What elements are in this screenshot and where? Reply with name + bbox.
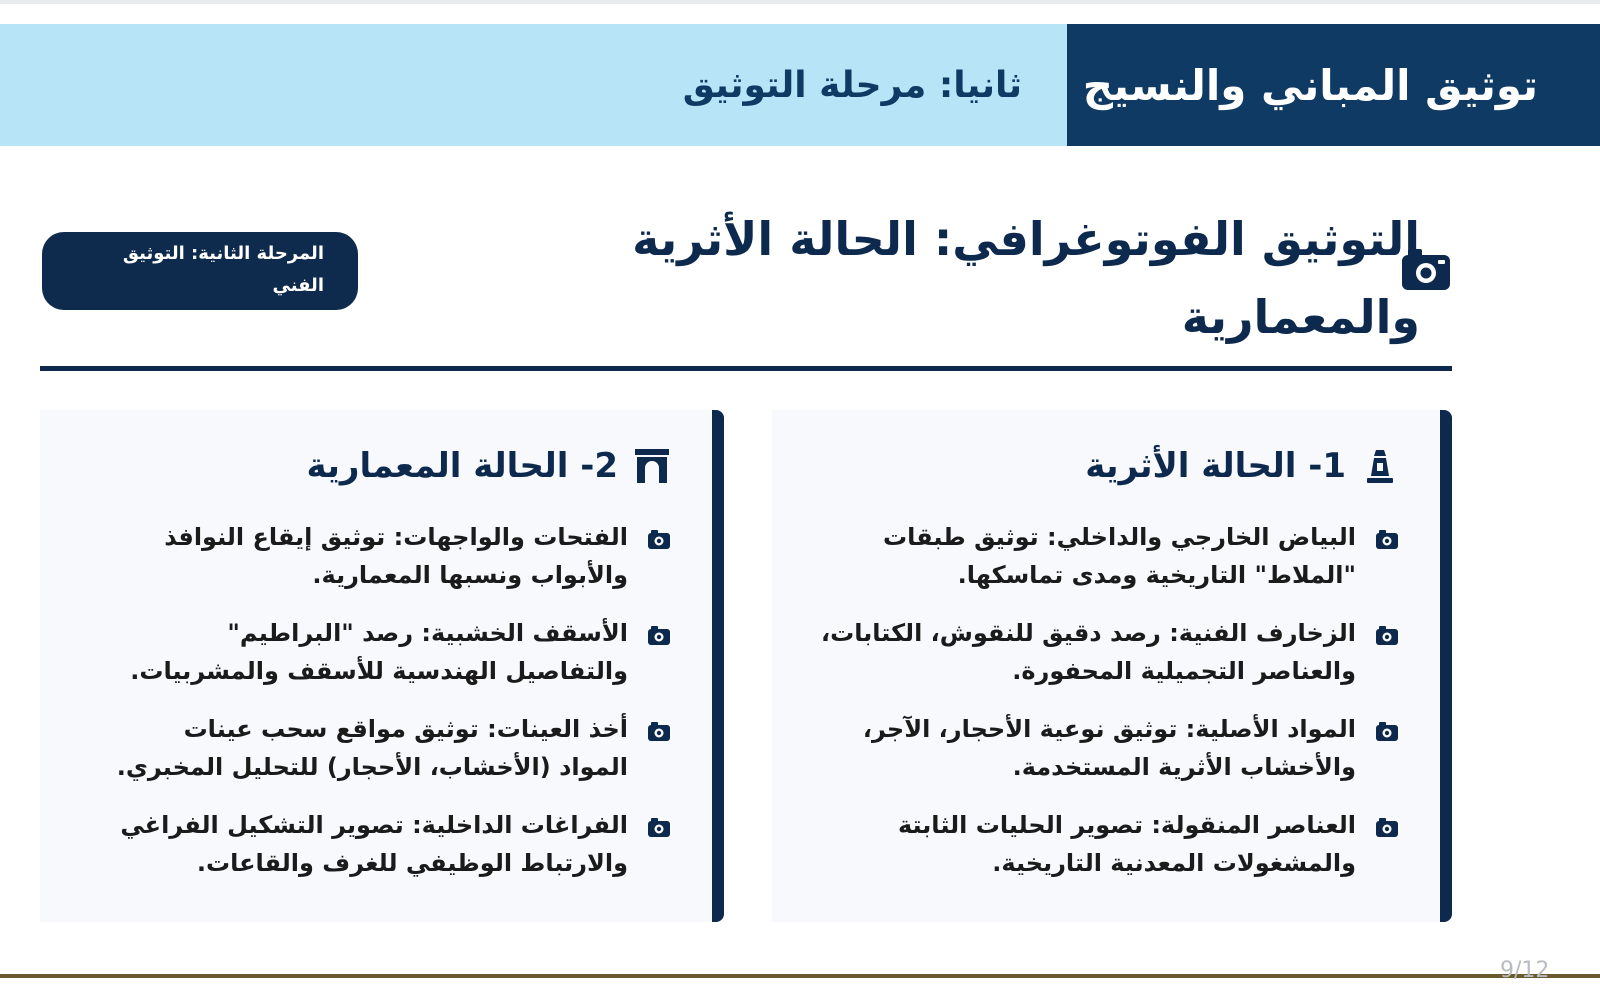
card-archaeological-condition — [772, 410, 1452, 922]
header-banner — [0, 24, 1600, 146]
page-number: 9/12 — [1500, 958, 1550, 983]
list-item — [70, 710, 672, 786]
list-item — [70, 614, 672, 690]
phase-name: مرحلة التوثيق — [682, 64, 927, 106]
card-title: 1- الحالة الأثرية — [1085, 446, 1346, 486]
list-item — [802, 518, 1400, 594]
item-text: الفتحات والواجهات: توثيق إيقاع النوافذ والأبواب ونسبها المعمارية. — [164, 523, 628, 589]
list-item — [70, 806, 672, 882]
monument-icon — [1360, 446, 1400, 486]
archway-icon — [632, 446, 672, 486]
card-title: 2- الحالة المعمارية — [306, 446, 618, 486]
item-text: الفراغات الداخلية: تصوير التشكيل الفراغي والارتباط الوظيفي للغرف والقاعات. — [120, 811, 628, 877]
footer-divider — [0, 974, 1600, 978]
item-list — [70, 518, 672, 902]
camera-bullet-icon — [646, 718, 672, 744]
card-architectural-condition — [40, 410, 724, 922]
item-list — [802, 518, 1400, 902]
phase-label: ثانيا: — [938, 64, 1022, 106]
header-phase-block — [0, 24, 1067, 146]
phase-badge — [42, 232, 358, 310]
list-item — [802, 710, 1400, 786]
item-text: الأسقف الخشبية: رصد "البراطيم" والتفاصيل الهندسية للأسقف والمشربيات. — [130, 619, 628, 685]
item-text: البياض الخارجي والداخلي: توثيق طبقات "الملاط" التاريخية ومدى تماسكها. — [882, 523, 1356, 589]
section-title-line1: التوثيق الفوتوغرافي: الحالة الأثرية — [632, 212, 1420, 266]
header-title-block — [1067, 24, 1600, 146]
camera-bullet-icon — [1374, 814, 1400, 840]
section-title — [550, 200, 1420, 356]
phase-subtitle — [683, 65, 1022, 106]
camera-bullet-icon — [646, 622, 672, 648]
section-divider — [40, 366, 1452, 371]
camera-bullet-icon — [1374, 622, 1400, 648]
camera-bullet-icon — [1374, 526, 1400, 552]
item-text: العناصر المنقولة: تصوير الحليات الثابتة والمشغولات المعدنية التاريخية. — [897, 811, 1356, 877]
section-title-line2: والمعمارية — [1181, 290, 1420, 344]
item-text: الزخارف الفنية: رصد دقيق للنقوش، الكتابات، والعناصر التجميلية المحفورة. — [821, 619, 1356, 685]
card-heading — [307, 446, 672, 486]
main-title: توثيق المباني والنسيج — [1082, 60, 1538, 110]
list-item — [802, 806, 1400, 882]
item-text: المواد الأصلية: توثيق نوعية الأحجار، الآجر، والأخشاب الأثرية المستخدمة. — [862, 715, 1356, 781]
phase-badge-line1: المرحلة الثانية: التوثيق — [122, 243, 324, 264]
camera-bullet-icon — [646, 814, 672, 840]
camera-bullet-icon — [646, 526, 672, 552]
list-item — [70, 518, 672, 594]
card-heading — [1085, 446, 1400, 486]
top-divider — [0, 0, 1600, 4]
camera-bullet-icon — [1374, 718, 1400, 744]
item-text: أخذ العينات: توثيق مواقع سحب عينات المواد (الأخشاب، الأحجار) للتحليل المخبري. — [116, 715, 628, 781]
phase-badge-line2: الفني — [272, 275, 324, 296]
list-item — [802, 614, 1400, 690]
